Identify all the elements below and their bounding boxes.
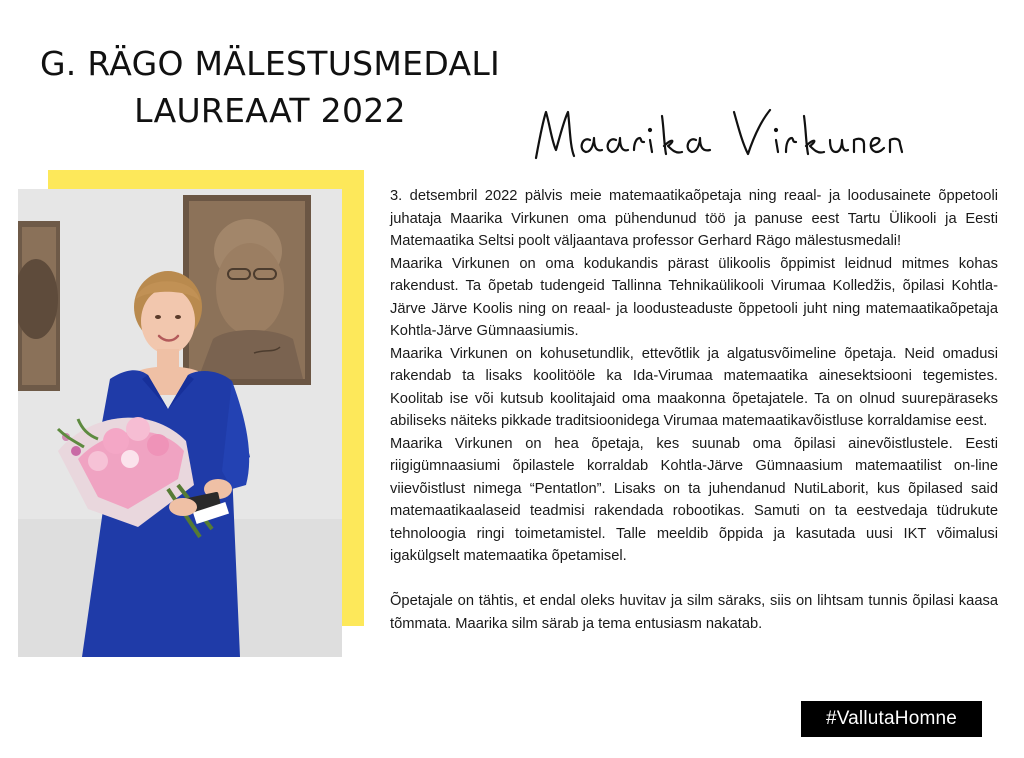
page-title [20, 40, 520, 134]
article-paragraph: Maarika Virkunen on kohusetundlik, ettevõtlik ja algatusvõimeline õpetaja. Neid omadusi rakendab ta lisaks koolitööle ka Ida-Virumaa matemaatika ainesektsiooni tegemistes. Koolitab ise või kutsub koolitajaid oma maakonna õpetajatele. Ta on olnud suurepäraseks abiliseks näiteks pikkade traditsioonidega Virumaa matemaatikavõistluse korraldamise eest. [390, 345, 998, 429]
hashtag-badge: #VallutaHomne [801, 701, 982, 737]
article-paragraph: 3. detsembril 2022 pälvis meie matemaatikaõpetaja ning reaal- ja loodusainete õppetooli juhataja Maarika Virkunen oma pühendunud töö ja panuse eest Tartu Ülikooli ja Eesti Matemaatika Seltsi poolt väljaantava professor Gerhard Rägo mälestusmedali! [390, 188, 998, 249]
title-line-1: G. RÄGO MÄLESTUSMEDALI [39, 44, 501, 83]
portrait-photo [18, 189, 342, 657]
article-paragraph: Maarika Virkunen on oma kodukandis pärast ülikoolis õppimist leidnud mitmes kohas rakendust. Ta õpetab tudengeid Tallinna Tehnikaülikooli Virumaa Kolledžis, õpilasi Kohtla-Järve Järve Koolis ning on reaal- ja loodusteaduste õppetooli juht ning matemaatikaõpetaja Kohtla-Järve Gümnaasiumis. [390, 255, 998, 339]
portrait-illustration [18, 189, 342, 657]
article-paragraph: Õpetajale on tähtis, et endal oleks huvitav ja silm säraks, siis on lihtsam tunnis õpilasi kaasa tõmmata. Maarika silm särab ja tema entusiasm nakatab. [390, 593, 998, 632]
article-body [390, 185, 998, 635]
signature-maarika-virkunen [530, 96, 930, 176]
title-line-2: LAUREAAT 2022 [134, 91, 406, 130]
article-paragraph: Maarika Virkunen on hea õpetaja, kes suunab oma õpilasi ainevõistlustele. Eesti riigigümnaasiumi õpilastele korraldab Kohtla-Järve Gümnaasium matemaatilist on-line viievõistlust nimega “Pentatlon”. Lisaks on ta juhendanud NutiLaborit, kus õpilased said matemaatikaalaseid teadmisi rakendada robootikas. Samuti on ta eestvedaja tüdrukute tehnoloogia ringi toimetamistel. Talle meeldib õppida ja kasutada uusi IKT võimalusi igakülgselt matemaatika õpetamisel. [390, 435, 998, 564]
